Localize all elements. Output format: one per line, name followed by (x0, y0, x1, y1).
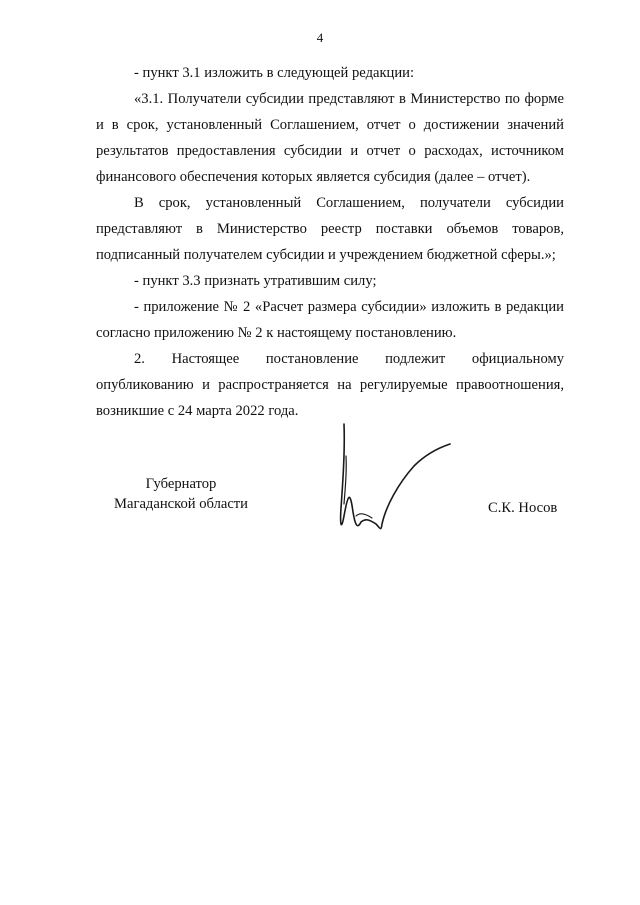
paragraph-item-3-1-intro: - пункт 3.1 изложить в следующей редакции: (134, 65, 415, 81)
document-body (96, 60, 564, 424)
handwritten-signature (326, 420, 466, 550)
paragraph-item-3-3: - пункт 3.3 признать утратившим силу; (134, 273, 377, 289)
paragraph-item-3-1-text: «3.1. Получатели субсидии представляют в Министерство по форме и в срок, установленный Соглашением, отчет о достижении значений результатов предоставления субсидии и отчет о расходах, источником финансового обеспечения которых является субсидия (далее – отчет). (96, 91, 564, 185)
signer-title: Губернатор (145, 476, 217, 492)
paragraph-registry: В срок, установленный Соглашением, получатели субсидии представляют в Министерство реестр поставки объемов товаров, подписанный получателем субсидии и учреждением бюджетной сферы.»; (96, 195, 564, 263)
signer-position (96, 474, 266, 514)
signer-name: С.К. Носов (488, 500, 558, 516)
page-number: 4 (316, 30, 324, 45)
signer-region: Магаданской области (114, 496, 248, 512)
paragraph-appendix-2: - приложение № 2 «Расчет размера субсидии» изложить в редакции согласно приложению № 2 к настоящему постановлению. (96, 299, 564, 341)
signature-block (0, 420, 640, 550)
paragraph-clause-2: 2. Настоящее постановление подлежит официальному опубликованию и распространяется на регулируемые правоотношения, возникшие с 24 марта 2022 года. (96, 351, 564, 419)
